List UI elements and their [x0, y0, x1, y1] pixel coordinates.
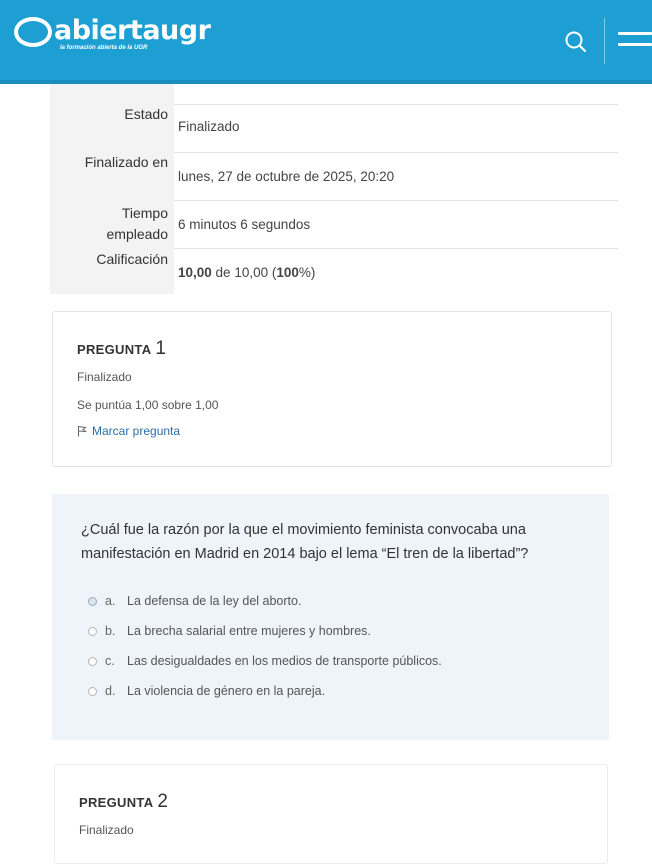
question-grade: Se puntúa 1,00 sobre 1,00 — [77, 398, 219, 412]
summary-row-estado — [50, 104, 618, 153]
question-title — [77, 338, 166, 360]
question-number: 2 — [157, 791, 169, 812]
question-content-1 — [52, 494, 609, 740]
summary-row-calificacion — [50, 248, 618, 294]
answer-text: La violencia de género en la pareja. — [127, 684, 326, 698]
answer-letter: a. — [105, 594, 116, 608]
summary-value — [178, 265, 315, 280]
question-state: Finalizado — [79, 823, 134, 837]
question-number: 1 — [155, 338, 167, 359]
radio-button[interactable] — [88, 687, 97, 696]
answer-option-a[interactable] — [88, 594, 301, 608]
question-prefix: PREGUNTA — [77, 342, 152, 357]
answer-option-c[interactable] — [88, 654, 442, 668]
radio-button[interactable] — [88, 657, 97, 666]
logo-tagline: la formación abierta de la UGR — [60, 45, 148, 51]
summary-label-line: empleado — [106, 226, 168, 242]
grade-text-end: %) — [298, 265, 316, 280]
site-logo[interactable] — [14, 15, 211, 51]
logo-mark-icon — [14, 17, 52, 47]
summary-row-tiempo — [50, 200, 618, 249]
summary-row-finalizado-en — [50, 152, 618, 201]
grade-text: de 10,00 ( — [211, 265, 277, 280]
answer-text: La defensa de la ley del aborto. — [127, 594, 302, 608]
question-prefix: PREGUNTA — [79, 795, 154, 810]
hamburger-menu-icon[interactable] — [618, 32, 652, 52]
summary-label: Finalizado en — [50, 152, 174, 200]
question-state: Finalizado — [77, 370, 132, 384]
summary-value: 6 minutos 6 segundos — [178, 217, 311, 232]
answer-option-d[interactable] — [88, 684, 325, 698]
summary-value: lunes, 27 de octubre de 2025, 20:20 — [178, 169, 395, 184]
radio-button[interactable] — [88, 627, 97, 636]
summary-table-top — [50, 84, 618, 104]
flag-icon — [77, 425, 87, 437]
answer-letter: c. — [105, 654, 115, 668]
answer-text: Las desigualdades en los medios de transporte públicos. — [127, 654, 442, 668]
summary-label-line: Tiempo — [121, 205, 168, 221]
flag-label: Marcar pregunta — [92, 424, 181, 438]
grade-score: 10,00 — [178, 265, 212, 280]
answer-option-b[interactable] — [88, 624, 371, 638]
question-info-1 — [52, 311, 612, 467]
question-info-2 — [54, 764, 608, 864]
flag-question-button[interactable] — [77, 424, 180, 438]
summary-label — [50, 200, 174, 248]
search-icon[interactable] — [562, 28, 590, 56]
radio-button[interactable] — [88, 597, 97, 606]
answer-letter: d. — [105, 684, 116, 698]
answer-letter: b. — [105, 624, 116, 638]
logo-text: abiertaugr — [54, 15, 211, 46]
question-text: ¿Cuál fue la razón por la que el movimiento feminista convocaba una manifestación en Madrid en 2014 bajo el lema “El tren de la libertad”? — [81, 522, 529, 562]
top-navbar — [0, 0, 652, 84]
summary-label: Estado — [50, 104, 174, 152]
summary-label: Calificación — [50, 248, 174, 294]
grade-percent: 100 — [276, 265, 299, 280]
summary-value: Finalizado — [178, 119, 240, 134]
question-title — [79, 791, 168, 813]
answer-text: La brecha salarial entre mujeres y hombres. — [127, 624, 371, 638]
header-divider — [604, 18, 605, 64]
